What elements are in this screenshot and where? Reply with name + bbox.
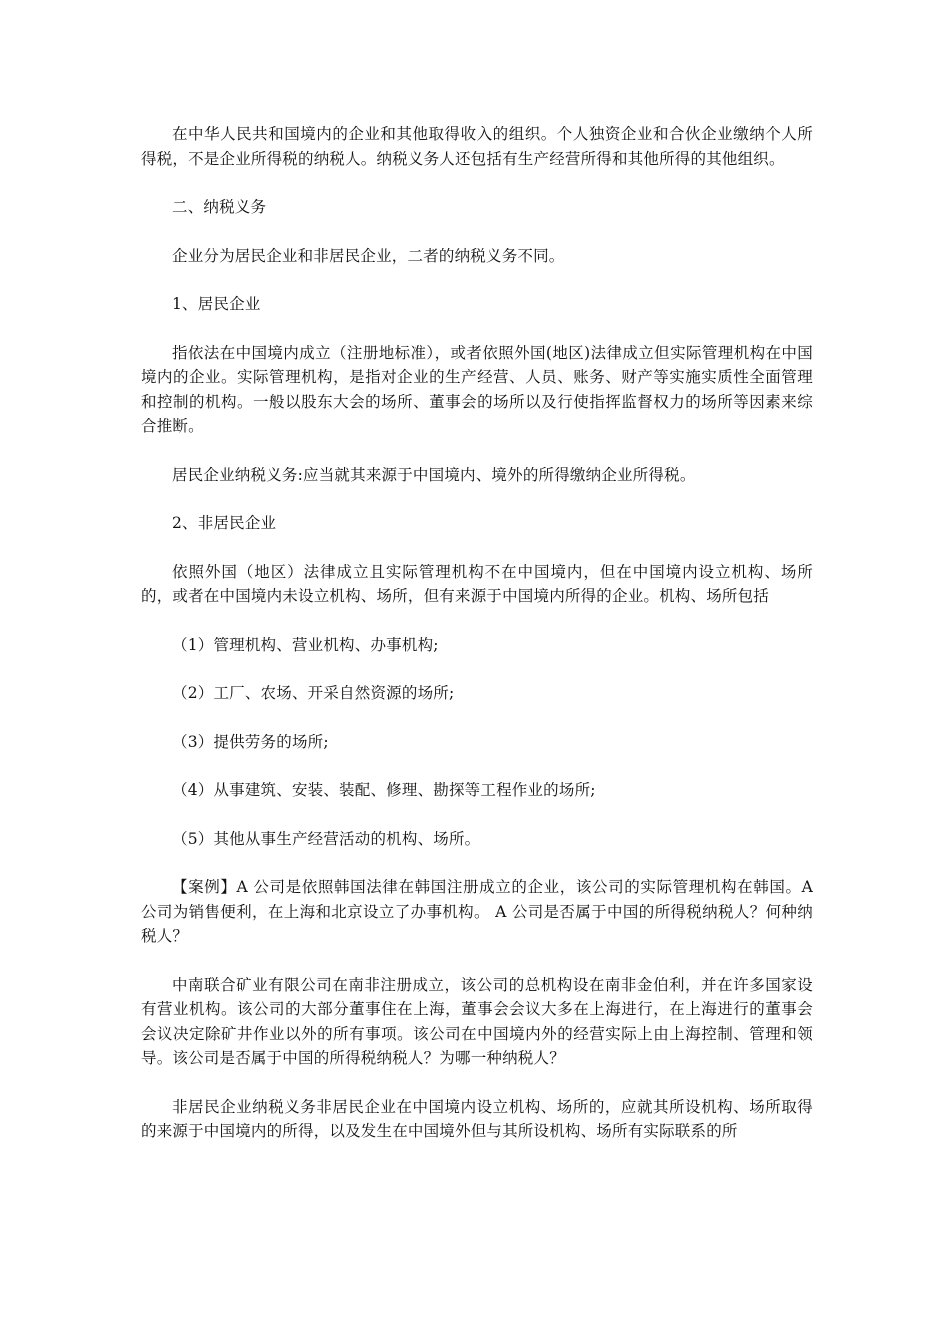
document-body	[141, 122, 813, 1144]
heading-resident-enterprise: 1、居民企业	[172, 295, 261, 313]
paragraph-enterprise-types: 企业分为居民企业和非居民企业，二者的纳税义务不同。	[172, 246, 565, 265]
list-item-2: （2）工厂、农场、开采自然资源的场所;	[172, 684, 455, 702]
heading-tax-obligations: 二、纳税义务	[172, 198, 267, 216]
paragraph-resident-definition: 指依法在中国境内成立（注册地标准），或者依照外国(地区)法律成立但实际管理机构在中国境内的企业。实际管理机构，是指对企业的生产经营、人员、账务、财产等实施实质性全面管理和控制的机构。一般以股东大会的场所、董事会的场所以及行使指挥监督权力的场所等因素来综合推断。	[141, 343, 813, 435]
list-item-5: （5）其他从事生产经营活动的机构、场所。	[172, 829, 481, 848]
paragraph-case-a-company: 【案例】A 公司是依照韩国法律在韩国注册成立的企业，该公司的实际管理机构在韩国。A 公司为销售便利，在上海和北京设立了办事机构。 A 公司是否属于中国的所得税纳税人？何种纳税人？	[141, 878, 813, 945]
list-item-1: （1）管理机构、营业机构、办事机构;	[172, 635, 439, 654]
paragraph-taxpayer-scope: 在中华人民共和国境内的企业和其他取得收入的组织。个人独资企业和合伙企业缴纳个人所得税，不是企业所得税的纳税人。纳税义务人还包括有生产经营所得和其他所得的其他组织。	[141, 125, 813, 168]
paragraph-case-mining-company: 中南联合矿业有限公司在南非注册成立，该公司的总机构设在南非金伯利，并在许多国家设有营业机构。该公司的大部分董事住在上海，董事会会议大多在上海进行，在上海进行的董事会会议决定除矿井作业以外的所有事项。该公司在中国境内外的经营实际上由上海控制、管理和领导。该公司是否属于中国的所得税纳税人？为哪一种纳税人？	[141, 975, 813, 1067]
list-item-4: （4）从事建筑、安装、装配、修理、勘探等工程作业的场所;	[172, 781, 596, 799]
paragraph-resident-obligation: 居民企业纳税义务:应当就其来源于中国境内、境外的所得缴纳企业所得税。	[172, 465, 696, 484]
paragraph-nonresident-obligation: 非居民企业纳税义务非居民企业在中国境内设立机构、场所的，应就其所设机构、场所取得的来源于中国境内的所得，以及发生在中国境外但与其所设机构、场所有实际联系的所	[141, 1097, 813, 1140]
paragraph-nonresident-definition: 依照外国（地区）法律成立且实际管理机构不在中国境内，但在中国境内设立机构、场所的，或者在中国境内未设立机构、场所，但有来源于中国境内所得的企业。机构、场所包括	[141, 562, 813, 605]
heading-nonresident-enterprise: 2、非居民企业	[172, 514, 277, 532]
list-item-3: （3）提供劳务的场所;	[172, 732, 329, 751]
